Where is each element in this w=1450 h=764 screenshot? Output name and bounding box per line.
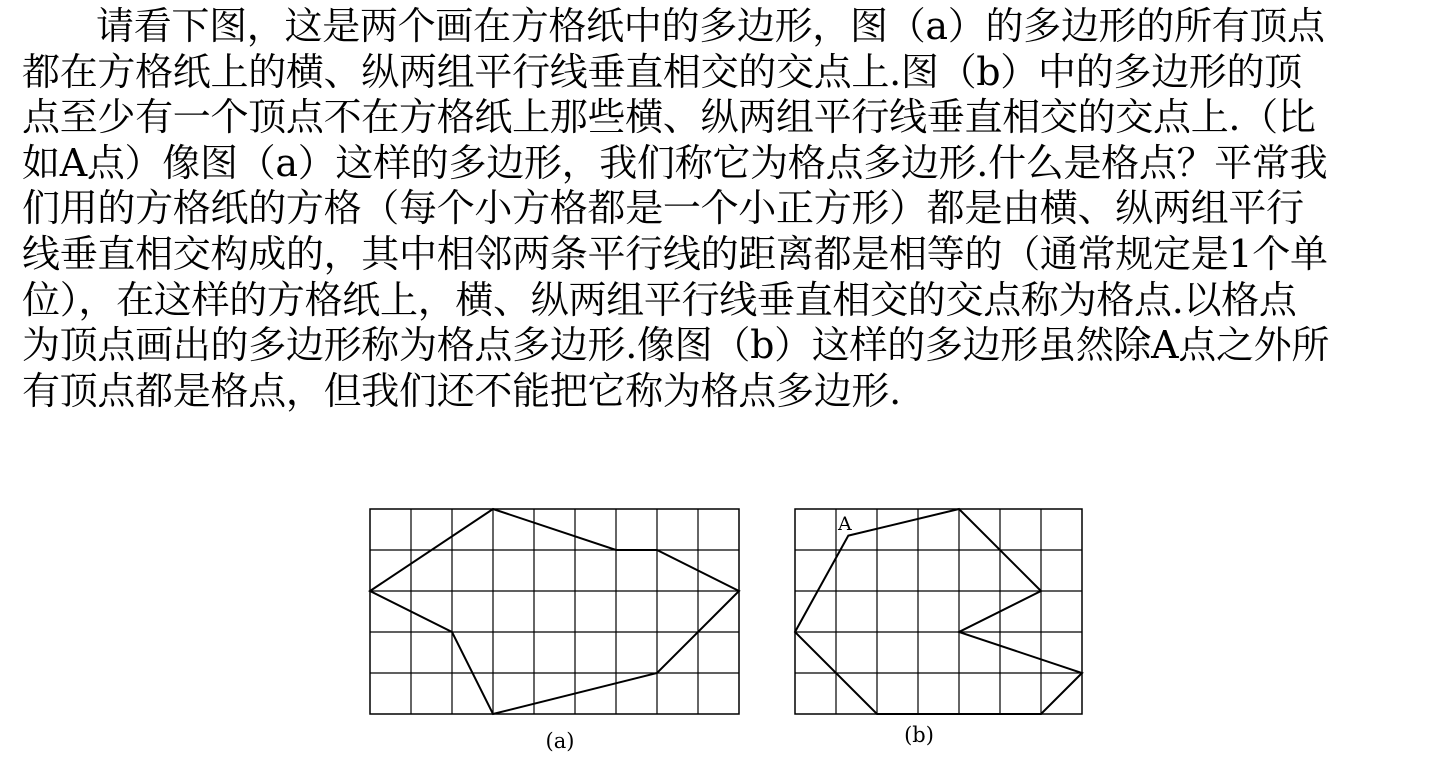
figure-b: [785, 490, 1095, 760]
paragraph-line: 都在方格纸上的横、纵两组平行线垂直相交的交点上.图（b）中的多边形的顶: [22, 49, 1302, 94]
paragraph-line: 如A点）像图（a）这样的多边形，我们称它为格点多边形.什么是格点？平常我: [22, 140, 1328, 185]
intro-paragraph: [22, 4, 1434, 414]
figure-a-polygon: [370, 509, 739, 714]
figure-a-grid: [370, 509, 739, 714]
paragraph-line: 位），在这样的方格纸上，横、纵两组平行线垂直相交的交点称为格点.以格点: [22, 277, 1297, 322]
paragraph-line: 请看下图，这是两个画在方格纸中的多边形，图（a）的多边形的所有顶点: [96, 4, 1325, 48]
figure-b-svg: [785, 490, 1095, 760]
figure-b-polygon: [795, 509, 1082, 714]
grid-border: [795, 509, 1082, 714]
figure-b-caption: (b): [904, 723, 934, 747]
paragraph-line: 线垂直相交构成的，其中相邻两条平行线的距离都是相等的（通常规定是1个单: [22, 231, 1328, 276]
paragraph-line: 有顶点都是格点，但我们还不能把它称为格点多边形.: [22, 368, 901, 413]
paragraph-line: 为顶点画出的多边形称为格点多边形.像图（b）这样的多边形虽然除A点之外所: [22, 323, 1330, 368]
figure-a: [360, 490, 760, 760]
paragraph-line: 点至少有一个顶点不在方格纸上那些横、纵两组平行线垂直相交的交点上.（比: [22, 95, 1316, 140]
figure-a-caption: (a): [545, 729, 575, 753]
figure-a-svg: [360, 490, 760, 760]
figure-b-grid: [795, 509, 1082, 714]
paragraph-line: 们用的方格纸的方格（每个小方格都是一个小正方形）都是由横、纵两组平行: [22, 186, 1304, 231]
point-a-label: A: [838, 513, 852, 535]
grid-border: [370, 509, 739, 714]
